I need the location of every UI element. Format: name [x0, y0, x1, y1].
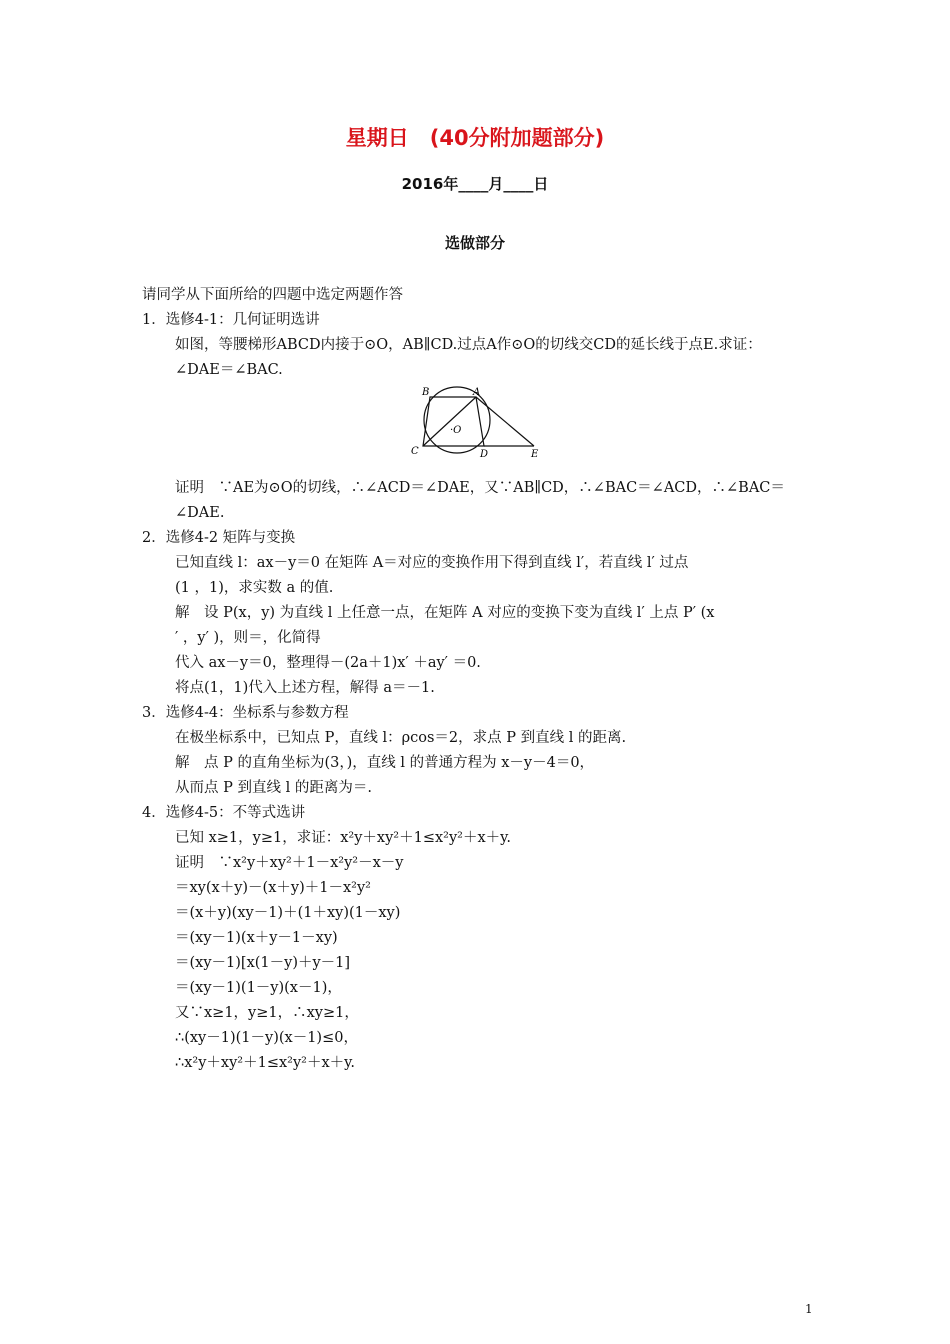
problem-4-solution: 证明 ∵x²y＋xy²＋1－x²y²－x－y — [175, 855, 404, 871]
problem-2-solution: 代入 ax－y＝0，整理得－(2a＋1)x′ ＋ay′ ＝0. — [175, 655, 481, 671]
problem-3-solution: 解 点 P 的直角坐标为(3，)，直线 l 的普通方程为 x－y－4＝0， — [175, 755, 595, 771]
label-c: C — [411, 446, 419, 457]
problem-2-solution: 将点(1，1)代入上述方程，解得 a＝－1. — [175, 680, 435, 696]
problem-4-solution: ＝(x＋y)(xy－1)＋(1＋xy)(1－xy) — [175, 905, 401, 921]
problem-4-solution: ＝(xy－1)[x(1－y)＋y－1] — [175, 955, 351, 971]
label-d: D — [480, 449, 489, 460]
segment-ca — [423, 397, 476, 446]
page-number: 1 — [805, 1302, 813, 1316]
label-a: A — [473, 387, 481, 398]
problem-2-solution: ′ ，y′ )，则＝，化简得 — [175, 630, 321, 646]
section-heading: 选做部分 — [444, 234, 505, 252]
problem-4-solution: ＝xy(x＋y)－(x＋y)＋1－x²y² — [175, 880, 371, 896]
date-line: 2016年____月____日 — [401, 175, 549, 193]
problem-1-solution: 证明 ∵AE为⊙O的切线，∴∠ACD＝∠DAE，又∵AB∥CD，∴∠BAC＝∠ACD，∴∠BAC＝ — [175, 480, 785, 496]
problem-2-line: (1 ，1)，求实数 a 的值. — [175, 580, 334, 596]
problem-1-solution: ∠DAE. — [175, 505, 225, 521]
problem-2-line: 已知直线 l：ax－y＝0 在矩阵 A＝对应的变换作用下得到直线 l′，若直线 l′ 过点 — [175, 555, 689, 571]
problem-4-line: 已知 x≥1，y≥1，求证：x²y＋xy²＋1≤x²y²＋x＋y. — [175, 830, 512, 846]
label-b: B — [422, 387, 430, 398]
geometry-figure — [400, 383, 550, 463]
problem-2-heading: 2．选修4-2 矩阵与变换 — [142, 530, 296, 546]
problem-4-solution: 又∵x≥1，y≥1，∴xy≥1， — [175, 1005, 359, 1021]
trapezoid-abcd — [423, 397, 484, 446]
problem-1-line: ∠DAE＝∠BAC. — [175, 362, 283, 378]
page-title: 星期日 (40分附加题部分) — [345, 126, 605, 150]
problem-4-solution: ∴x²y＋xy²＋1≤x²y²＋x＋y. — [175, 1055, 356, 1071]
problem-1-line: 如图，等腰梯形ABCD内接于⊙O，AB∥CD.过点A作⊙O的切线交CD的延长线于点E.求证： — [175, 337, 762, 353]
problem-3-line: 在极坐标系中，已知点 P，直线 l：ρcos＝2，求点 P 到直线 l 的距离. — [175, 730, 627, 746]
problem-2-solution: 解 设 P(x，y) 为直线 l 上任意一点，在矩阵 A 对应的变换下变为直线 l′ 上点 P′ (x — [175, 605, 715, 621]
label-e: E — [531, 449, 539, 460]
instruction: 请同学从下面所给的四题中选定两题作答 — [142, 287, 403, 303]
problem-4-solution: ＝(xy－1)(1－y)(x－1)， — [175, 980, 342, 996]
problem-3-heading: 3．选修4-4：坐标系与参数方程 — [142, 705, 349, 721]
problem-4-solution: ＝(xy－1)(x＋y－1－xy) — [175, 930, 338, 946]
label-o: ·O — [450, 425, 462, 436]
problem-3-solution: 从而点 P 到直线 l 的距离为＝. — [175, 780, 372, 796]
problem-1-heading: 1．选修4-1：几何证明选讲 — [142, 312, 320, 328]
problem-4-solution: ∴(xy－1)(1－y)(x－1)≤0， — [175, 1030, 358, 1046]
problem-4-heading: 4．选修4-5：不等式选讲 — [142, 805, 306, 821]
